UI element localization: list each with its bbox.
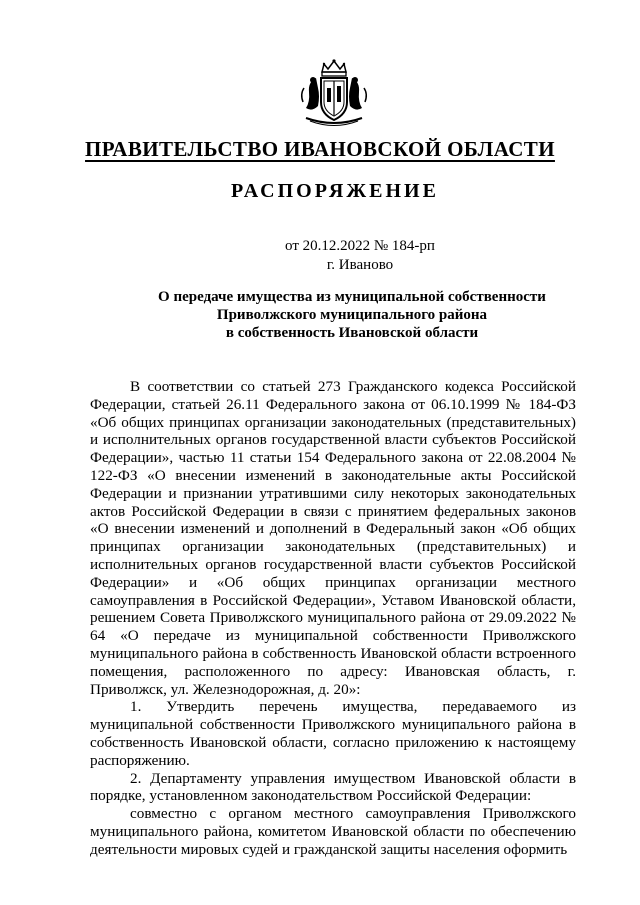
body-paragraph-item-2: 2. Департаменту управления имуществом Ивановской области в порядке, установленном законодательством Российской Федерации: <box>90 769 576 805</box>
government-title <box>0 137 640 162</box>
subject-line: в собственность Ивановской области <box>225 325 479 341</box>
date-number: от 20.12.2022 № 184-рп <box>285 238 435 254</box>
city: г. Иваново <box>326 257 394 273</box>
government-title-text: ПРАВИТЕЛЬСТВО ИВАНОВСКОЙ ОБЛАСТИ <box>85 137 555 161</box>
body-paragraph-item-2-text: совместно с органом местного самоуправления Приволжского муниципального района, комитетом Ивановской области по обеспечению деятельности мировых судей и гражданской защиты населения оформить <box>90 805 576 858</box>
coat-of-arms-icon <box>296 58 372 128</box>
document-subject <box>90 288 584 342</box>
body-paragraph-item-1: 1. Утвердить перечень имущества, передаваемого из муниципальной собственности Приволжского муниципального района в собственность Ивановской области, согласно приложению к настоящему распоряжению. <box>90 698 576 769</box>
subject-line: Приволжского муниципального района <box>216 307 488 323</box>
document-type-title: РАСПОРЯЖЕНИЕ <box>231 180 439 202</box>
subject-line: О передаче имущества из муниципальной собственности <box>158 289 546 305</box>
body-paragraph-preamble: В соответствии со статьей 273 Гражданского кодекса Российской Федерации, статьей 26.11 Федерального закона от 06.10.1999 № 184-ФЗ «Об общих принципах организации законодательных (представительных) и исполнительных органов государственной власти субъектов Российской Федерации», частью 11 статьи 154 Федерального закона от 22.08.2004 № 122-ФЗ «О внесении изменений в законодательные акты Российской Федерации и признании утратившими силу некоторых законодательных актов Российской Федерации в связи с принятием федеральных законов «О внесении изменений и дополнений в Федеральный закон «Об общих принципах организации законодательных (представительных) и исполнительных органов государственной власти субъектов Российской Федерации» и «Об общих принципах организации местного самоуправления в Российской Федерации», Уставом Ивановской области, решением Совета Приволжского муниципального района от 29.09.2022 № 64 «О передаче из муниципальной собственности Приволжского муниципального района в собственность Ивановской области встроенного помещения, расположенного по адресу: Ивановская область, г. Приволжск, ул. Железнодорожная, д. 20»: <box>90 378 576 698</box>
document-body <box>90 378 576 859</box>
